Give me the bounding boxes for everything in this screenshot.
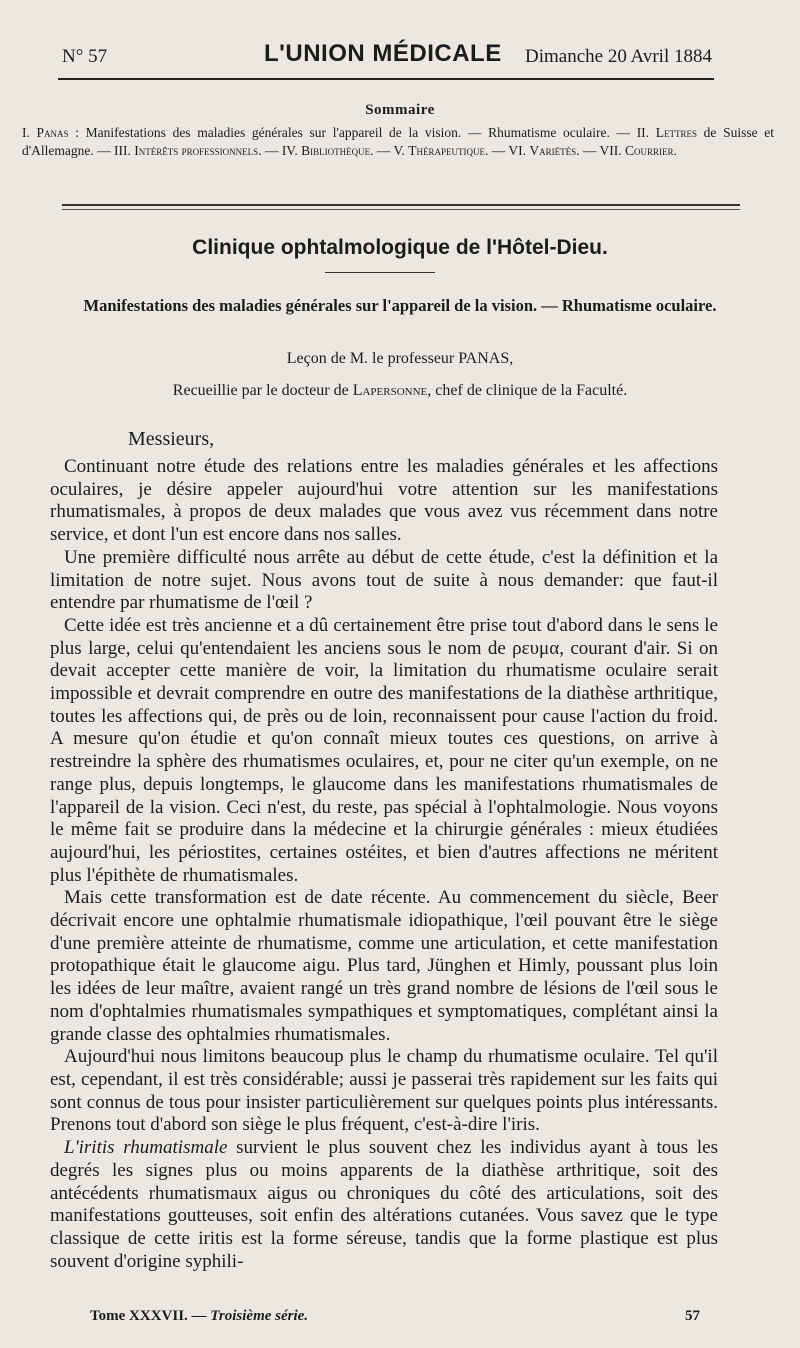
sommaire-divider [62, 204, 740, 206]
sommaire-author: Panas [36, 125, 69, 140]
paragraph: Cette idée est très ancienne et a dû certainement être prise tout d'abord dans le sens le plus large, celui qu'entendaient les anciens sous le nom de ρευμα, courant d'air. Si on devait accepter cette manière de voir, la limitation du rhumatisme oculaire serait impossible et devrait comprendre en outre des manifestations de la diathèse arthritique, toutes les affections qui, de près ou de loin, reconnaissent pour cause l'action du froid. A mesure qu'on étudie et qu'on connaît mieux toutes ces questions, on arrive à restreindre la sphère des rhumatismes oculaires, et, pour ne citer qu'un exemple, on ne range plus, depuis longtemps, le glaucome dans les manifestations rhumatismales de l'appareil de la vision. Ceci n'est, du reste, pas spécial à l'ophtalmologie. Nous voyons le même fait se produire dans la médecine et la chirurgie générales : mieux étudiées aujourd'hui, les périostites, certaines ostéites, et bien d'autres affections ne méritent plus l'épithète de rhumatismales. [50, 614, 718, 886]
journal-title: L'UNION MÉDICALE [264, 40, 502, 67]
salutation: Messieurs, [128, 428, 215, 450]
header-divider [58, 78, 714, 80]
article-byline: Recueillie par le docteur de Lapersonne, chef de clinique de la Faculté. [172, 382, 628, 399]
page-footer [90, 1308, 700, 1330]
paragraph: L'iritis rhumatismale survient le plus souvent chez les individus ayant à tous les degrés les signes plus ou moins apparents de la diathèse arthritique, soit des antécédents rhumatismaux aigus ou chroniques du côté des articulations, soit des manifestations goutteuses, soit enfin des altérations cutanées. Vous savez que le type classique de cette iritis est la forme séreuse, tandis que la forme plastique est plus souvent d'origine syphili- [50, 1137, 718, 1272]
footer-tome: Tome XXXVII. — Troisième série. [90, 1308, 309, 1324]
paragraph: Aujourd'hui nous limitons beaucoup plus le champ du rhumatisme oculaire. Tel qu'il est, cependant, il est très considérable; aussi je passerai très rapidement sur les faits qui sont connus de tous pour insister particulièrement sur quelques points plus intéressants. Prenons tout d'abord son siège le plus fréquent, c'est-à-dire l'iris. [50, 1046, 718, 1136]
article-lecon: Leçon de M. le professeur PANAS, [286, 350, 514, 367]
paragraph: Mais cette transformation est de date récente. Au commencement du siècle, Beer décrivait encore une ophtalmie rhumatismale idiopathique, l'œil pouvant être le siège d'une première atteinte de rhumatisme, comme une articulation, et cette manifestation protopathique était le glaucome aigu. Plus tard, Jünghen et Himly, poussant plus loin les idées de leur maître, avaient rangé un très grand nombre de lésions de l'œil sous le nom d'ophtalmies rhumatismales sympathiques et symptomatiques, complétant ainsi la grande classe des ophtalmies rhumatismales. [50, 887, 718, 1045]
issue-date: Dimanche 20 Avril 1884 [525, 46, 712, 67]
sommaire-title: Sommaire [365, 102, 435, 118]
paragraph: Continuant notre étude des relations entre les maladies générales et les affections oculaires, je désire appeler aujourd'hui votre attention sur les manifestations rhumatismales, à propos de deux malades que vous avez vus récemment dans notre service, et dont l'un est encore dans nos salles. [50, 456, 718, 546]
page-header [62, 40, 712, 76]
article-body [50, 456, 718, 1273]
sommaire-divider-thin [62, 209, 740, 210]
paragraph: Une première difficulté nous arrête au début de cette étude, c'est la définition et la limitation de notre sujet. Nous avons tout de suite à nous demander: que faut-il entendre par rhumatisme de l'œil ? [50, 546, 718, 614]
section-title: Clinique ophtalmologique de l'Hôtel-Dieu. [192, 236, 608, 259]
sommaire-list: I. Panas : Manifestations des maladies générales sur l'appareil de la vision. — Rhumatisme oculaire. — II. Lettres de Suisse et d'Allemagne. — III. Intérêts professionnels. — IV. Bibliothèque. — V. Thérapeutique. — VI. Variétés. — VII. Courrier. [22, 125, 774, 158]
section-rule [325, 272, 435, 273]
article-title: Manifestations des maladies générales sur l'appareil de la vision. — Rhumatisme oculaire. [83, 296, 717, 315]
issue-number: N° 57 [62, 46, 108, 67]
page-number: 57 [685, 1308, 700, 1324]
